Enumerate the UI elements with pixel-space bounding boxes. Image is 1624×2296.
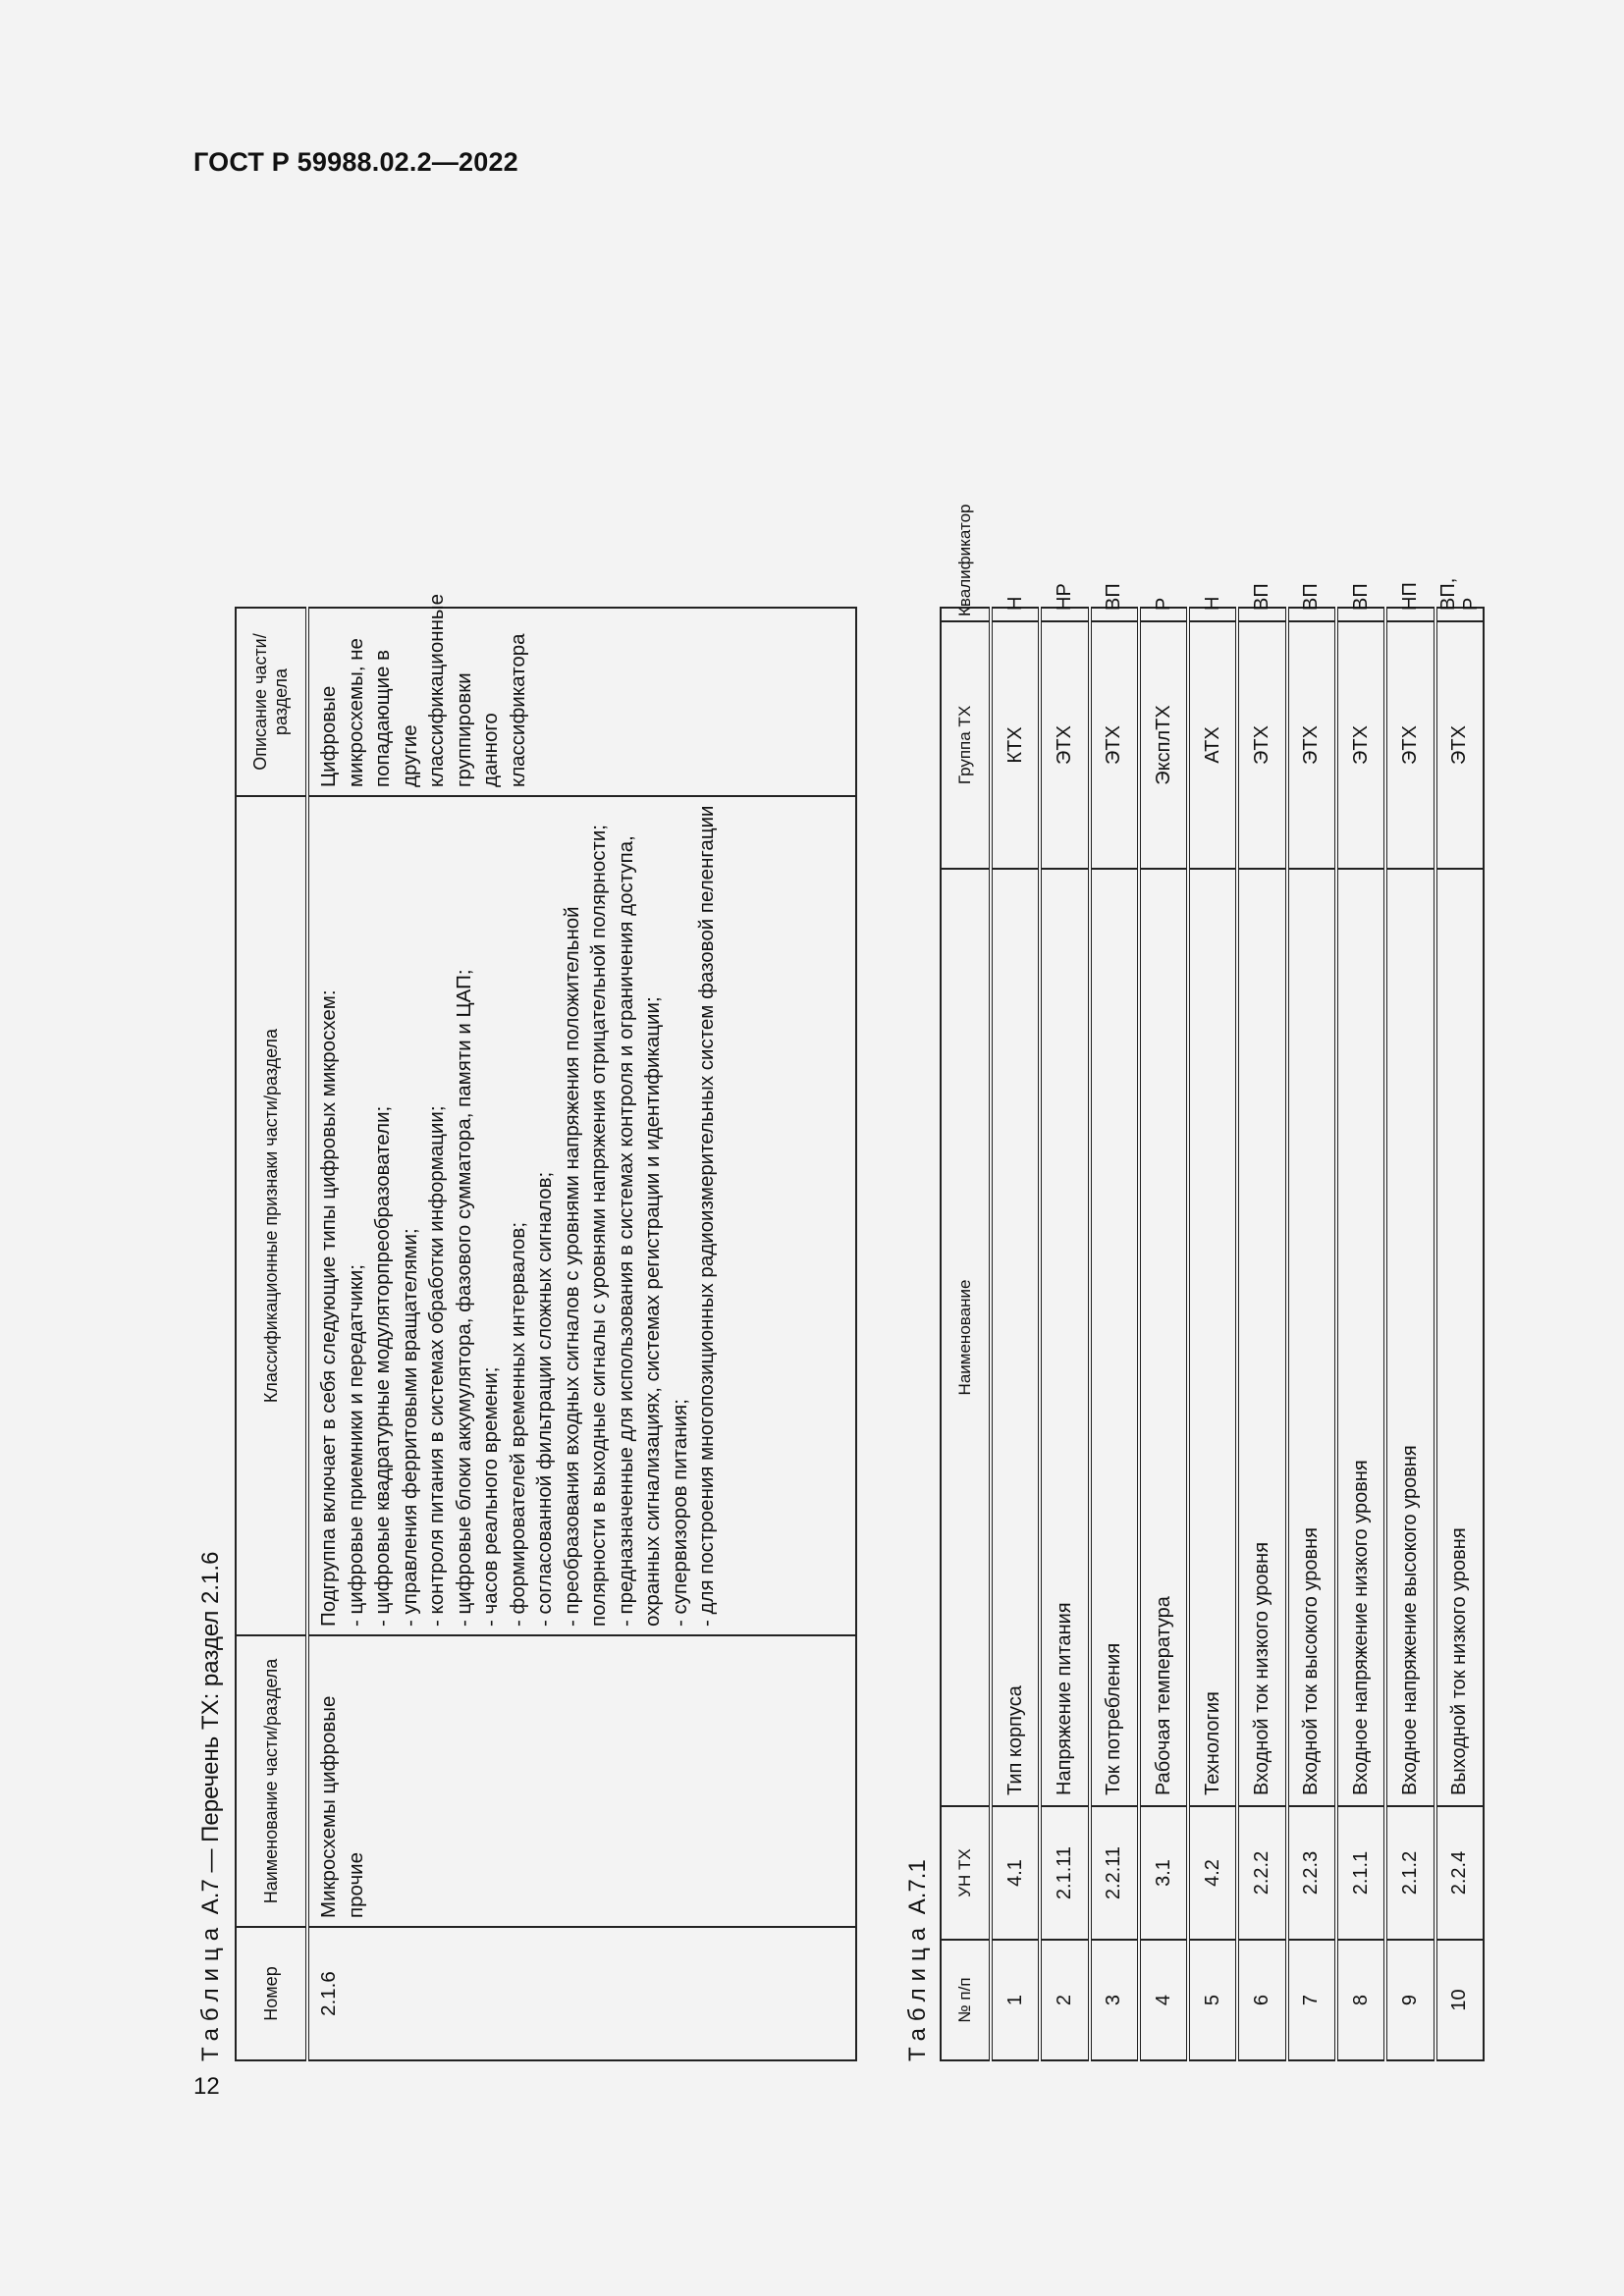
cell-name: Входной ток высокого уровня [1287, 869, 1336, 1806]
cell-code: 2.1.2 [1385, 1806, 1435, 1940]
cell-name: Ток потребления [1090, 869, 1139, 1806]
page-number: 12 [193, 2073, 220, 2100]
cell-index: 6 [1237, 1940, 1286, 2060]
cell-code: 2.1.1 [1336, 1806, 1385, 1940]
table-a7-header-row [236, 608, 307, 2060]
feature-item: - предназначенные для использования в системах контроля и ограничения доступа, охранных сигнализациях, системах регистрации и идентификации; [614, 835, 664, 1627]
feature-item: - для построения многопозиционных радиоизмерительных систем фазовой пеленгации [695, 805, 718, 1627]
cell-group: ЭТХ [1237, 621, 1286, 869]
part-description: Цифровые микросхемы, не попадающие в другие классификационные группировки данного классификатора [307, 608, 856, 796]
cell-name: Входное напряжение низкого уровня [1336, 869, 1385, 1806]
cell-index: 4 [1139, 1940, 1188, 2060]
caption-text: А.7.1 [904, 1859, 931, 1915]
cell-code: 4.1 [991, 1806, 1040, 1940]
part-features [307, 796, 856, 1635]
document-header: ГОСТ Р 59988.02.2—2022 [193, 147, 518, 177]
cell-index: 9 [1385, 1940, 1435, 2060]
table-row [991, 608, 1040, 2060]
header-cell: Наименование [941, 869, 991, 1806]
cell-index: 8 [1336, 1940, 1385, 2060]
cell-name: Входное напряжение высокого уровня [1385, 869, 1435, 1806]
header-cell: Квалификатор [941, 608, 991, 621]
cell-name: Технология [1188, 869, 1237, 1806]
feature-item: - часов реального времени; [479, 1366, 502, 1627]
table-a71 [940, 504, 1485, 2061]
cell-index: 10 [1435, 1940, 1484, 2060]
cell-code: 2.1.11 [1040, 1806, 1089, 1940]
cell-index: 3 [1090, 1940, 1139, 2060]
header-cell: Наименование части/раздела [236, 1635, 307, 1927]
table-row [1040, 608, 1089, 2060]
table-row [1090, 608, 1139, 2060]
cell-qualifier: Н [1188, 608, 1237, 621]
caption-label: Таблица [904, 1920, 931, 2061]
feature-item: - формирователей временных интервалов; [506, 1221, 529, 1627]
cell-qualifier: ВП [1336, 608, 1385, 621]
cell-name: Выходной ток низкого уровня [1435, 869, 1484, 1806]
cell-group: ЭксплТХ [1139, 621, 1188, 869]
table-a7-block [193, 593, 861, 2061]
cell-qualifier: ВП, Р [1435, 608, 1484, 621]
cell-group: АТХ [1188, 621, 1237, 869]
cell-group: ЭТХ [1336, 621, 1385, 869]
table-a71-caption [900, 609, 936, 2061]
cell-code: 2.2.2 [1237, 1806, 1286, 1940]
table-row [1336, 608, 1385, 2060]
part-name: Микросхемы цифровые прочие [307, 1635, 856, 1927]
cell-qualifier: Р [1139, 608, 1188, 621]
cell-name: Тип корпуса [991, 869, 1040, 1806]
cell-group: ЭТХ [1435, 621, 1484, 869]
cell-name: Напряжение питания [1040, 869, 1089, 1806]
table-a71-header-row [941, 608, 991, 2060]
cell-index: 5 [1188, 1940, 1237, 2060]
table-row [1435, 608, 1484, 2060]
cell-qualifier: ВП [1237, 608, 1286, 621]
table-row [1237, 608, 1286, 2060]
feature-item: - супервизоров питания; [668, 1399, 691, 1627]
cell-name: Рабочая температура [1139, 869, 1188, 1806]
table-row [1188, 608, 1237, 2060]
header-cell: № п/п [941, 1940, 991, 2060]
feature-item: - цифровые блоки аккумулятора, фазового сумматора, памяти и ЦАП; [452, 969, 475, 1627]
cell-name: Входной ток низкого уровня [1237, 869, 1286, 1806]
cell-index: 2 [1040, 1940, 1089, 2060]
table-row [1139, 608, 1188, 2060]
cell-code: 3.1 [1139, 1806, 1188, 1940]
cell-qualifier: ВП [1287, 608, 1336, 621]
cell-code: 2.2.3 [1287, 1806, 1336, 1940]
cell-code: 2.2.11 [1090, 1806, 1139, 1940]
cell-group: ЭТХ [1090, 621, 1139, 869]
header-cell: Номер [236, 1927, 307, 2060]
header-cell: Группа ТХ [941, 621, 991, 869]
cell-qualifier: НР [1040, 608, 1089, 621]
feature-item: - цифровые приемники и передатчики; [344, 1264, 367, 1627]
cell-code: 2.2.4 [1435, 1806, 1484, 1940]
cell-qualifier: Н [991, 608, 1040, 621]
cell-index: 7 [1287, 1940, 1336, 2060]
cell-group: КТХ [991, 621, 1040, 869]
part-number: 2.1.6 [307, 1927, 856, 2060]
header-cell: Классификационные признаки части/раздела [236, 796, 307, 1635]
cell-index: 1 [991, 1940, 1040, 2060]
cell-code: 4.2 [1188, 1806, 1237, 1940]
header-cell: Описание части/раздела [236, 608, 307, 796]
cell-group: ЭТХ [1385, 621, 1435, 869]
table-row [1385, 608, 1435, 2060]
table-row [1287, 608, 1336, 2060]
feature-item: - цифровые квадратурные модуляторпреобразователи; [371, 1105, 394, 1627]
table-a71-block [900, 504, 1485, 2061]
feature-item: - преобразования входных сигналов с уровнями напряжения положительной полярности в выходные сигналы с уровнями напряжения отрицательной полярности; [560, 824, 610, 1627]
table-a7-caption [193, 609, 229, 2061]
feature-item: - управления ферритовыми вращателями; [398, 1228, 421, 1627]
caption-label: Таблица [197, 1920, 224, 2061]
table-row [307, 608, 856, 2060]
caption-text: А.7 — Перечень ТХ: раздел 2.1.6 [197, 1551, 224, 1915]
cell-qualifier: НП [1385, 608, 1435, 621]
feature-item: - контроля питания в системах обработки информации; [425, 1105, 448, 1627]
cell-group: ЭТХ [1040, 621, 1089, 869]
header-cell: УН ТХ [941, 1806, 991, 1940]
table-a7 [235, 593, 857, 2061]
cell-group: ЭТХ [1287, 621, 1336, 869]
cell-qualifier: ВП [1090, 608, 1139, 621]
features-intro: Подгруппа включает в себя следующие типы цифровых микросхем: [317, 989, 340, 1627]
feature-item: - согласованной фильтрации сложных сигналов; [533, 1171, 556, 1627]
